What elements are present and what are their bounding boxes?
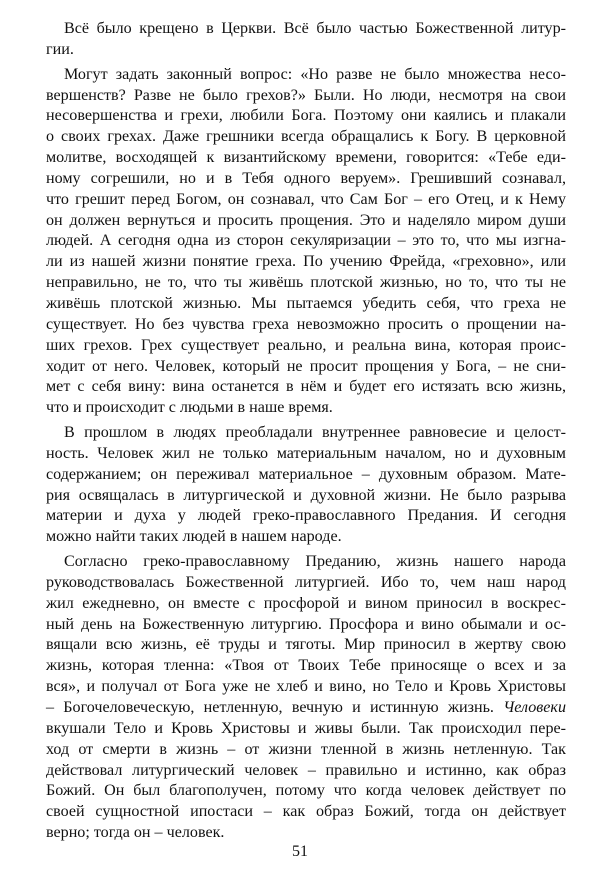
text-line: о своих грехах. Даже грешники всегда обращались к Богу. В церковной <box>46 128 566 146</box>
text-line: своей сущностной ипостаси – как образ Божий, тогда он действует <box>46 803 566 821</box>
text-line: ность. Человек жил не только материальным началом, но и духовным <box>46 444 566 462</box>
body-text <box>46 19 566 844</box>
text-line: людей. А сегодня одна из сторон секуляризации – это то, что мы изгна- <box>46 232 566 250</box>
text-line: ших грехов. Грех существует реально, и реальна вина, которая проис- <box>46 336 566 354</box>
text-line: молитве, восходящей к византийскому времени, говорится: «Тебе еди- <box>46 149 566 167</box>
text-line: ному согрешили, но и в Тебя одного веруем». Грешивший сознавал, <box>46 169 566 187</box>
text-line <box>46 698 566 719</box>
text-segment: – Богочеловеческую, нетленную, вечную и истинную жизнь. <box>46 699 504 716</box>
text-line: что грешит перед Богом, он сознавал, что Сам Бог – его Отец, и к Нему <box>46 190 566 208</box>
text-line: жизнь, которая тленна: «Твоя от Твоих Тебе приносяще о всех и за <box>46 657 566 675</box>
text-line: содержанием; он переживал материальное – духовным образом. Мате- <box>46 465 566 483</box>
text-line: можно найти таких людей в нашем народе. <box>46 528 342 546</box>
text-line: ный день на Божественную литургию. Просфора и вино обымали и ос- <box>46 615 566 633</box>
text-line: ли из нашей жизни понятие греха. По учению Фрейда, «греховно», или <box>46 253 566 271</box>
paragraph <box>46 552 566 844</box>
text-line: верно; тогда он – человек. <box>46 824 225 842</box>
text-line: действовал литургический человек – правильно и истинно, как образ <box>46 761 566 779</box>
text-line: Согласно греко-православному Преданию, жизнь нашего народа <box>64 553 566 571</box>
page-number: 51 <box>292 843 308 860</box>
text-line: Божий. Он был благополучен, потому что когда человек действует по <box>46 782 566 800</box>
text-line: гии. <box>46 40 74 58</box>
text-line: материи и духа у людей греко-православного Предания. И сегодня <box>46 507 566 525</box>
paragraph <box>46 423 566 548</box>
text-line: Могут задать законный вопрос: «Но разве не было множества несо- <box>64 65 566 83</box>
text-line: что и происходит с людьми в наше время. <box>46 399 333 417</box>
text-line: В прошлом в людях преобладали внутреннее равновесие и целост- <box>64 424 566 442</box>
text-line: ходит от него. Человек, который не просит прощения у Бога, – не сни- <box>46 357 566 375</box>
text-line: вящали всю жизнь, её труды и тяготы. Мир приносил в жертву свою <box>46 636 566 654</box>
text-line: существует. Но без чувства греха невозможно просить о прощении на- <box>46 315 566 333</box>
text-line: руководствовалась Божественной литургией. Ибо то, чем наш народ <box>46 573 566 591</box>
italic-word: Человеки <box>503 699 566 716</box>
text-line: неправильно, не то, что ты живёшь плотской жизнью, но то, что ты не <box>46 274 566 292</box>
text-line: ход от смерти в жизнь – от жизни тленной в жизнь нетленную. Так <box>46 740 566 758</box>
text-line: Всё было крещено в Церкви. Всё было частью Божественной литур- <box>64 20 566 37</box>
paragraph <box>46 65 566 419</box>
text-line: вершенств? Разве не было грехов?» Были. Но люди, несмотря на свои <box>46 86 566 104</box>
text-line: он должен вернуться и просить прощения. Это и наделяло миром души <box>46 211 566 229</box>
text-line: вся», и получал от Бога уже не хлеб и вино, но Тело и Кровь Христовы <box>46 678 566 696</box>
text-line: рия освящалась в литургической и духовной жизни. Не было разрыва <box>46 486 566 504</box>
text-line: живёшь плотской жизнью. Мы пытаемся убедить себя, что греха не <box>46 294 566 312</box>
text-line: несовершенства и грехи, любили Бога. Поэтому они каялись и плакали <box>46 107 566 125</box>
text-line: мет с себя вину: вина останется в нём и будет его истязать всю жизнь, <box>46 378 566 396</box>
paragraph <box>46 19 566 61</box>
text-line: жил ежедневно, он вместе с просфорой и вином приносил в воскрес- <box>46 594 566 612</box>
text-line: вкушали Тело и Кровь Христовы и живы были. Так происходил пере- <box>46 719 566 737</box>
